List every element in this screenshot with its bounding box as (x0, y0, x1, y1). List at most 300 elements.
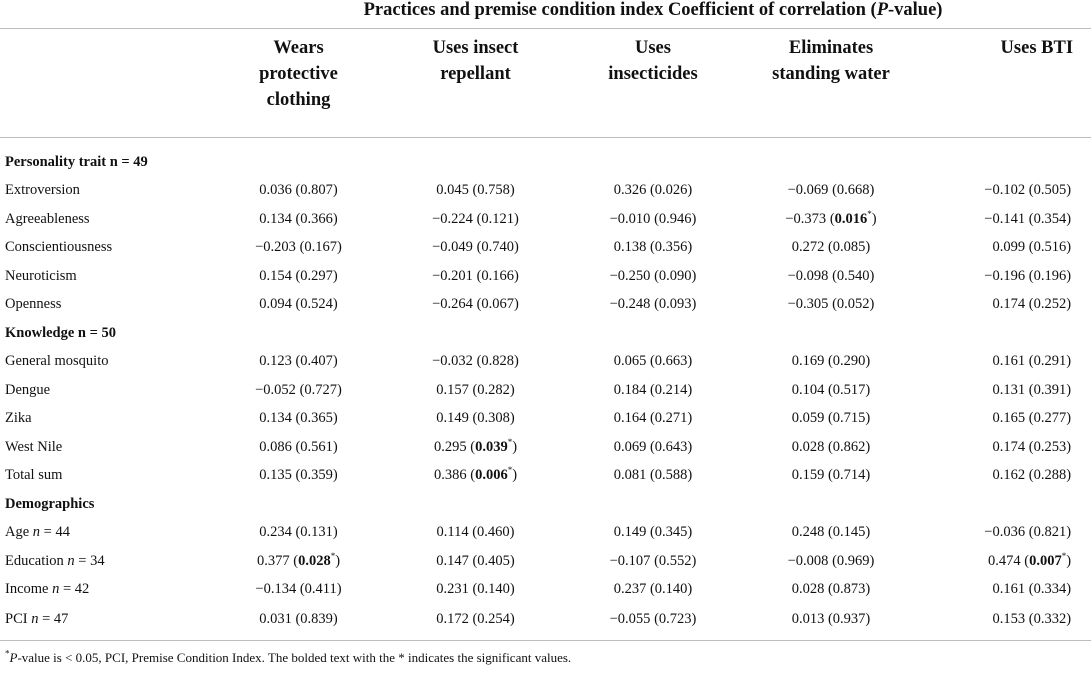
correlation-value: 0.154 (259, 267, 292, 284)
column-header-line: protective (259, 64, 338, 84)
correlation-value: 0.081 (613, 467, 647, 484)
column-header (215, 29, 382, 138)
table-cell (925, 576, 1091, 605)
correlation-value: −0.250 (609, 267, 651, 284)
correlation-value: 0.172 (436, 610, 469, 627)
empty-cell (737, 319, 925, 348)
row-label-text: Zika (5, 410, 32, 427)
p-value: (0.121) (476, 210, 519, 227)
p-value-open: ( (1024, 552, 1030, 569)
table-cell (737, 177, 925, 206)
section-row (0, 490, 1091, 519)
row-label-text: Education (5, 552, 68, 569)
row-label (0, 348, 215, 377)
column-header-line: standing water (772, 64, 890, 84)
p-value: (0.345) (649, 524, 693, 541)
row-label (0, 547, 215, 576)
p-value: (0.524) (295, 296, 338, 313)
super-header-row (0, 0, 1091, 29)
column-header (382, 29, 569, 138)
row-label-text: Dengue (5, 381, 51, 398)
p-value: (0.366) (295, 210, 338, 227)
table-row (0, 405, 1091, 434)
p-value: (0.252) (1028, 296, 1072, 313)
table-cell (925, 234, 1091, 263)
row-label-n-value: = 44 (40, 524, 70, 541)
p-value: (0.552) (654, 552, 697, 569)
table-cell (925, 348, 1091, 377)
correlation-value: 0.248 (791, 524, 825, 541)
p-value: (0.288) (1028, 467, 1072, 484)
correlation-value: 0.169 (791, 353, 825, 370)
p-value: (0.714) (827, 467, 871, 484)
p-value: (0.540) (832, 267, 875, 284)
p-value-significant: 0.016 (834, 210, 868, 227)
row-label (0, 604, 215, 641)
p-value-significant: 0.007 (1029, 552, 1062, 569)
p-value: (0.391) (1028, 381, 1072, 398)
super-header: Practices and premise condition index Coefficient of correlation (P-value) (0, 0, 1091, 29)
section-title: Demographics (5, 495, 95, 512)
empty-cell (569, 138, 737, 177)
row-label-text: Total sum (5, 467, 63, 484)
column-header-line: insecticides (608, 64, 698, 84)
p-value-close: ) (1066, 552, 1072, 569)
correlation-value: 0.065 (613, 353, 647, 370)
p-value: (0.715) (827, 410, 871, 427)
table-cell (737, 291, 925, 320)
p-value-close: ) (512, 467, 518, 484)
table-cell (569, 348, 737, 377)
p-value: (0.271) (649, 410, 693, 427)
p-value-open: ( (470, 438, 476, 455)
significance-star: * (1061, 550, 1067, 561)
correlation-value: 0.237 (613, 581, 647, 598)
table-cell (569, 177, 737, 206)
p-value: (0.828) (476, 353, 519, 370)
table-row (0, 262, 1091, 291)
row-label (0, 433, 215, 462)
correlation-value: −0.248 (609, 296, 651, 313)
correlation-value: −0.224 (432, 210, 473, 227)
column-header-empty (0, 29, 215, 138)
correlation-value: −0.107 (609, 552, 651, 569)
table-row (0, 462, 1091, 491)
row-label-n: n (52, 581, 60, 598)
table-cell (382, 519, 569, 548)
table-cell (925, 433, 1091, 462)
table-cell (215, 405, 382, 434)
table-cell (215, 462, 382, 491)
correlation-value: 0.386 (433, 467, 467, 484)
correlation-value: 0.174 (992, 438, 1026, 455)
correlation-value: 0.147 (436, 552, 469, 569)
row-label-n-value: = 42 (59, 581, 90, 598)
row-label-n-value: = 47 (38, 610, 69, 627)
p-value: (0.460) (472, 524, 515, 541)
row-label-text: Openness (5, 296, 62, 313)
table-cell (925, 519, 1091, 548)
table-row (0, 291, 1091, 320)
table-cell (737, 604, 925, 641)
p-value: (0.873) (827, 581, 871, 598)
table-cell (737, 547, 925, 576)
row-label (0, 519, 215, 548)
table-cell (737, 519, 925, 548)
table-cell (925, 547, 1091, 576)
table-cell (215, 519, 382, 548)
table-cell (382, 405, 569, 434)
table-cell (737, 576, 925, 605)
significance-star: * (867, 208, 872, 219)
p-value: (0.334) (1028, 581, 1072, 598)
p-value: (0.516) (1028, 239, 1072, 256)
correlation-value: 0.028 (791, 581, 825, 598)
p-value: (0.937) (827, 610, 871, 627)
table-cell (382, 205, 569, 234)
p-value: (0.588) (649, 467, 693, 484)
p-value: (0.862) (827, 438, 871, 455)
p-value: (0.354) (1028, 210, 1072, 227)
empty-cell (737, 490, 925, 519)
correlation-value: −0.098 (787, 267, 829, 284)
table-cell (925, 205, 1091, 234)
p-value: (0.282) (472, 381, 515, 398)
table-cell (925, 291, 1091, 320)
table-cell (215, 262, 382, 291)
p-value: (0.131) (295, 524, 338, 541)
table-row (0, 376, 1091, 405)
table-cell (382, 348, 569, 377)
row-label-text: Age (5, 524, 33, 541)
correlation-value: −0.052 (255, 381, 296, 398)
correlation-value: 0.474 (987, 552, 1021, 569)
table-cell (569, 576, 737, 605)
table-cell (737, 205, 925, 234)
empty-cell (215, 490, 382, 519)
correlation-value: −0.049 (432, 239, 473, 256)
table-cell (737, 376, 925, 405)
p-value: (0.561) (295, 438, 338, 455)
row-label-text: Conscientiousness (5, 239, 113, 256)
correlation-value: 0.028 (791, 438, 825, 455)
table-row (0, 604, 1091, 641)
p-value: (0.407) (295, 353, 338, 370)
table-cell (925, 262, 1091, 291)
correlation-value: −0.264 (432, 296, 473, 313)
table-cell (569, 462, 737, 491)
row-label-text: Neuroticism (5, 267, 77, 284)
correlation-value: 0.036 (259, 182, 292, 199)
correlation-value: −0.010 (609, 210, 651, 227)
correlation-value: 0.059 (791, 410, 825, 427)
correlation-value: −0.203 (255, 239, 296, 256)
table-row (0, 177, 1091, 206)
column-header-line: Uses (635, 38, 671, 58)
table-cell (569, 291, 737, 320)
significance-star: * (330, 550, 336, 561)
correlation-value: 0.377 (256, 552, 290, 569)
correlation-value: 0.135 (259, 467, 292, 484)
p-value-open: ( (470, 467, 476, 484)
correlation-value: 0.086 (259, 438, 292, 455)
table-cell (925, 376, 1091, 405)
column-header-line: Wears (273, 38, 324, 58)
correlation-value: 0.272 (791, 239, 825, 256)
p-value-open: ( (829, 210, 835, 227)
table-cell (569, 262, 737, 291)
row-label-text: Agreeableness (5, 210, 90, 227)
row-label-text: Income (5, 581, 53, 598)
p-value: (0.758) (472, 182, 515, 199)
p-value: (0.145) (827, 524, 871, 541)
table-row (0, 576, 1091, 605)
p-value: (0.253) (1028, 438, 1072, 455)
p-value: (0.291) (1028, 353, 1072, 370)
correlation-value: 0.069 (613, 438, 647, 455)
empty-cell (382, 319, 569, 348)
row-label (0, 462, 215, 491)
correlation-value: 0.099 (992, 239, 1026, 256)
table-cell (737, 433, 925, 462)
correlation-value: 0.161 (992, 353, 1026, 370)
table-cell (215, 177, 382, 206)
table-cell (925, 604, 1091, 641)
p-value: (0.946) (654, 210, 697, 227)
p-value: (0.140) (472, 581, 515, 598)
p-value: (0.411) (299, 581, 342, 598)
table-cell (382, 462, 569, 491)
row-label-text: PCI (5, 610, 32, 627)
row-label (0, 262, 215, 291)
column-header (737, 29, 925, 138)
p-value: (0.140) (649, 581, 693, 598)
table-cell (215, 547, 382, 576)
table-footnote: *P-value is < 0.05, PCI, Premise Condition Index. The bolded text with the * indicates the significant values. (5, 648, 572, 665)
row-label-n-value: = 34 (74, 552, 105, 569)
row-label-n: n (31, 610, 39, 627)
table-cell (737, 262, 925, 291)
table-cell (925, 177, 1091, 206)
table-cell (569, 234, 737, 263)
correlation-value: 0.161 (992, 581, 1026, 598)
row-label-text: West Nile (5, 438, 63, 455)
row-label (0, 405, 215, 434)
p-value: (0.839) (295, 610, 338, 627)
empty-cell (737, 138, 925, 177)
p-value: (0.807) (295, 182, 338, 199)
p-value: (0.517) (827, 381, 871, 398)
p-value: (0.359) (295, 467, 338, 484)
correlation-value: 0.162 (992, 467, 1026, 484)
p-value: (0.308) (472, 410, 515, 427)
correlation-value: −0.055 (609, 610, 651, 627)
table-cell (382, 576, 569, 605)
row-label-n: n (67, 552, 75, 569)
correlation-value: 0.114 (436, 524, 469, 541)
table-cell (382, 433, 569, 462)
correlation-value: 0.174 (992, 296, 1026, 313)
table-cell (925, 462, 1091, 491)
correlation-value: 0.234 (259, 524, 292, 541)
p-value: (0.356) (649, 239, 693, 256)
correlation-value: 0.134 (259, 410, 292, 427)
correlation-value: 0.295 (433, 438, 467, 455)
table-row (0, 205, 1091, 234)
p-value-significant: 0.039 (475, 438, 508, 455)
row-label-text: Extroversion (5, 182, 80, 199)
p-value: (0.821) (1028, 524, 1072, 541)
correlation-value: −0.141 (984, 210, 1026, 227)
p-value: (0.332) (1028, 610, 1072, 627)
p-value: (0.277) (1028, 410, 1072, 427)
correlation-value: −0.201 (432, 267, 473, 284)
row-label-n: n (32, 524, 41, 541)
p-value-significant: 0.028 (298, 552, 331, 569)
p-value: (0.254) (472, 610, 515, 627)
correlation-value: 0.149 (613, 524, 647, 541)
correlation-value: 0.326 (613, 182, 647, 199)
p-value: (0.026) (649, 182, 693, 199)
correlation-value: −0.036 (984, 524, 1026, 541)
significance-star: * (507, 436, 513, 447)
correlation-value: 0.031 (259, 610, 292, 627)
p-value-close: ) (512, 438, 518, 455)
row-label-text: General mosquito (5, 353, 109, 370)
table-cell (569, 519, 737, 548)
p-value: (0.214) (649, 381, 693, 398)
table-cell (569, 205, 737, 234)
table-cell (215, 576, 382, 605)
row-label (0, 205, 215, 234)
empty-cell (382, 138, 569, 177)
p-value: (0.727) (299, 381, 342, 398)
p-value-close: ) (335, 552, 341, 569)
table-cell (569, 547, 737, 576)
table-cell (382, 234, 569, 263)
column-header-line: clothing (266, 90, 331, 110)
empty-cell (925, 490, 1091, 519)
correlation-value: −0.196 (984, 267, 1026, 284)
table-cell (382, 604, 569, 641)
table-cell (569, 405, 737, 434)
empty-cell (569, 490, 737, 519)
table-cell (382, 177, 569, 206)
correlation-value: 0.138 (613, 239, 647, 256)
correlation-value: 0.123 (259, 353, 292, 370)
correlation-value: −0.134 (255, 581, 297, 598)
table-cell (569, 376, 737, 405)
p-value: (0.663) (649, 353, 693, 370)
p-value: (0.365) (295, 410, 338, 427)
row-label (0, 376, 215, 405)
correlation-value: −0.069 (787, 182, 829, 199)
table-cell (737, 348, 925, 377)
table-row (0, 234, 1091, 263)
p-value: (0.723) (654, 610, 697, 627)
table-body (0, 138, 1091, 641)
correlation-value: 0.164 (613, 410, 647, 427)
correlation-value: 0.104 (791, 381, 825, 398)
significance-star: * (507, 465, 513, 476)
correlation-value: 0.165 (992, 410, 1026, 427)
column-header-line: Uses BTI (1000, 38, 1074, 58)
p-value: (0.093) (654, 296, 697, 313)
correlation-value: 0.013 (791, 610, 825, 627)
correlation-value: −0.305 (787, 296, 829, 313)
column-header-row (0, 29, 1091, 138)
table-cell (569, 604, 737, 641)
section-row (0, 319, 1091, 348)
correlation-value: 0.045 (436, 182, 469, 199)
p-value-open: ( (293, 552, 299, 569)
row-label (0, 576, 215, 605)
table-row (0, 348, 1091, 377)
row-label (0, 177, 215, 206)
correlation-value: 0.131 (992, 381, 1026, 398)
table-row (0, 547, 1091, 576)
table-cell (382, 262, 569, 291)
empty-cell (215, 319, 382, 348)
empty-cell (382, 490, 569, 519)
column-header-line: repellant (440, 64, 511, 84)
correlation-value: −0.102 (984, 182, 1026, 199)
table-cell (215, 376, 382, 405)
column-header-line: Uses insect (432, 38, 519, 58)
table-cell (215, 291, 382, 320)
p-value: (0.085) (827, 239, 871, 256)
correlation-value: −0.032 (432, 353, 473, 370)
column-header-line: Eliminates (788, 38, 874, 58)
table-cell (215, 234, 382, 263)
correlation-value: 0.134 (259, 210, 292, 227)
p-value: (0.969) (832, 552, 875, 569)
p-value: (0.290) (827, 353, 871, 370)
correlation-value: 0.149 (436, 410, 469, 427)
correlation-value: −0.008 (787, 552, 829, 569)
column-header (569, 29, 737, 138)
correlation-value: −0.373 (785, 210, 827, 227)
p-value-close: ) (871, 210, 877, 227)
table-cell (215, 348, 382, 377)
section-title: Personality trait n = 49 (5, 153, 148, 170)
empty-cell (925, 319, 1091, 348)
p-value: (0.297) (295, 267, 338, 284)
correlation-value: 0.094 (259, 296, 292, 313)
table-cell (215, 205, 382, 234)
correlation-value: 0.157 (436, 381, 469, 398)
correlation-value: 0.231 (436, 581, 469, 598)
table-cell (382, 547, 569, 576)
p-value: (0.668) (832, 182, 875, 199)
table-cell (382, 291, 569, 320)
table-cell (215, 433, 382, 462)
p-value-significant: 0.006 (475, 467, 508, 484)
row-label (0, 291, 215, 320)
table-cell (925, 405, 1091, 434)
p-value: (0.740) (476, 239, 519, 256)
correlation-value: 0.153 (992, 610, 1026, 627)
table-row (0, 519, 1091, 548)
p-value: (0.505) (1028, 182, 1072, 199)
table-cell (382, 376, 569, 405)
p-value: (0.090) (654, 267, 697, 284)
p-value: (0.643) (649, 438, 693, 455)
table-cell (737, 234, 925, 263)
table-row (0, 433, 1091, 462)
table-cell (215, 604, 382, 641)
table-cell (737, 405, 925, 434)
